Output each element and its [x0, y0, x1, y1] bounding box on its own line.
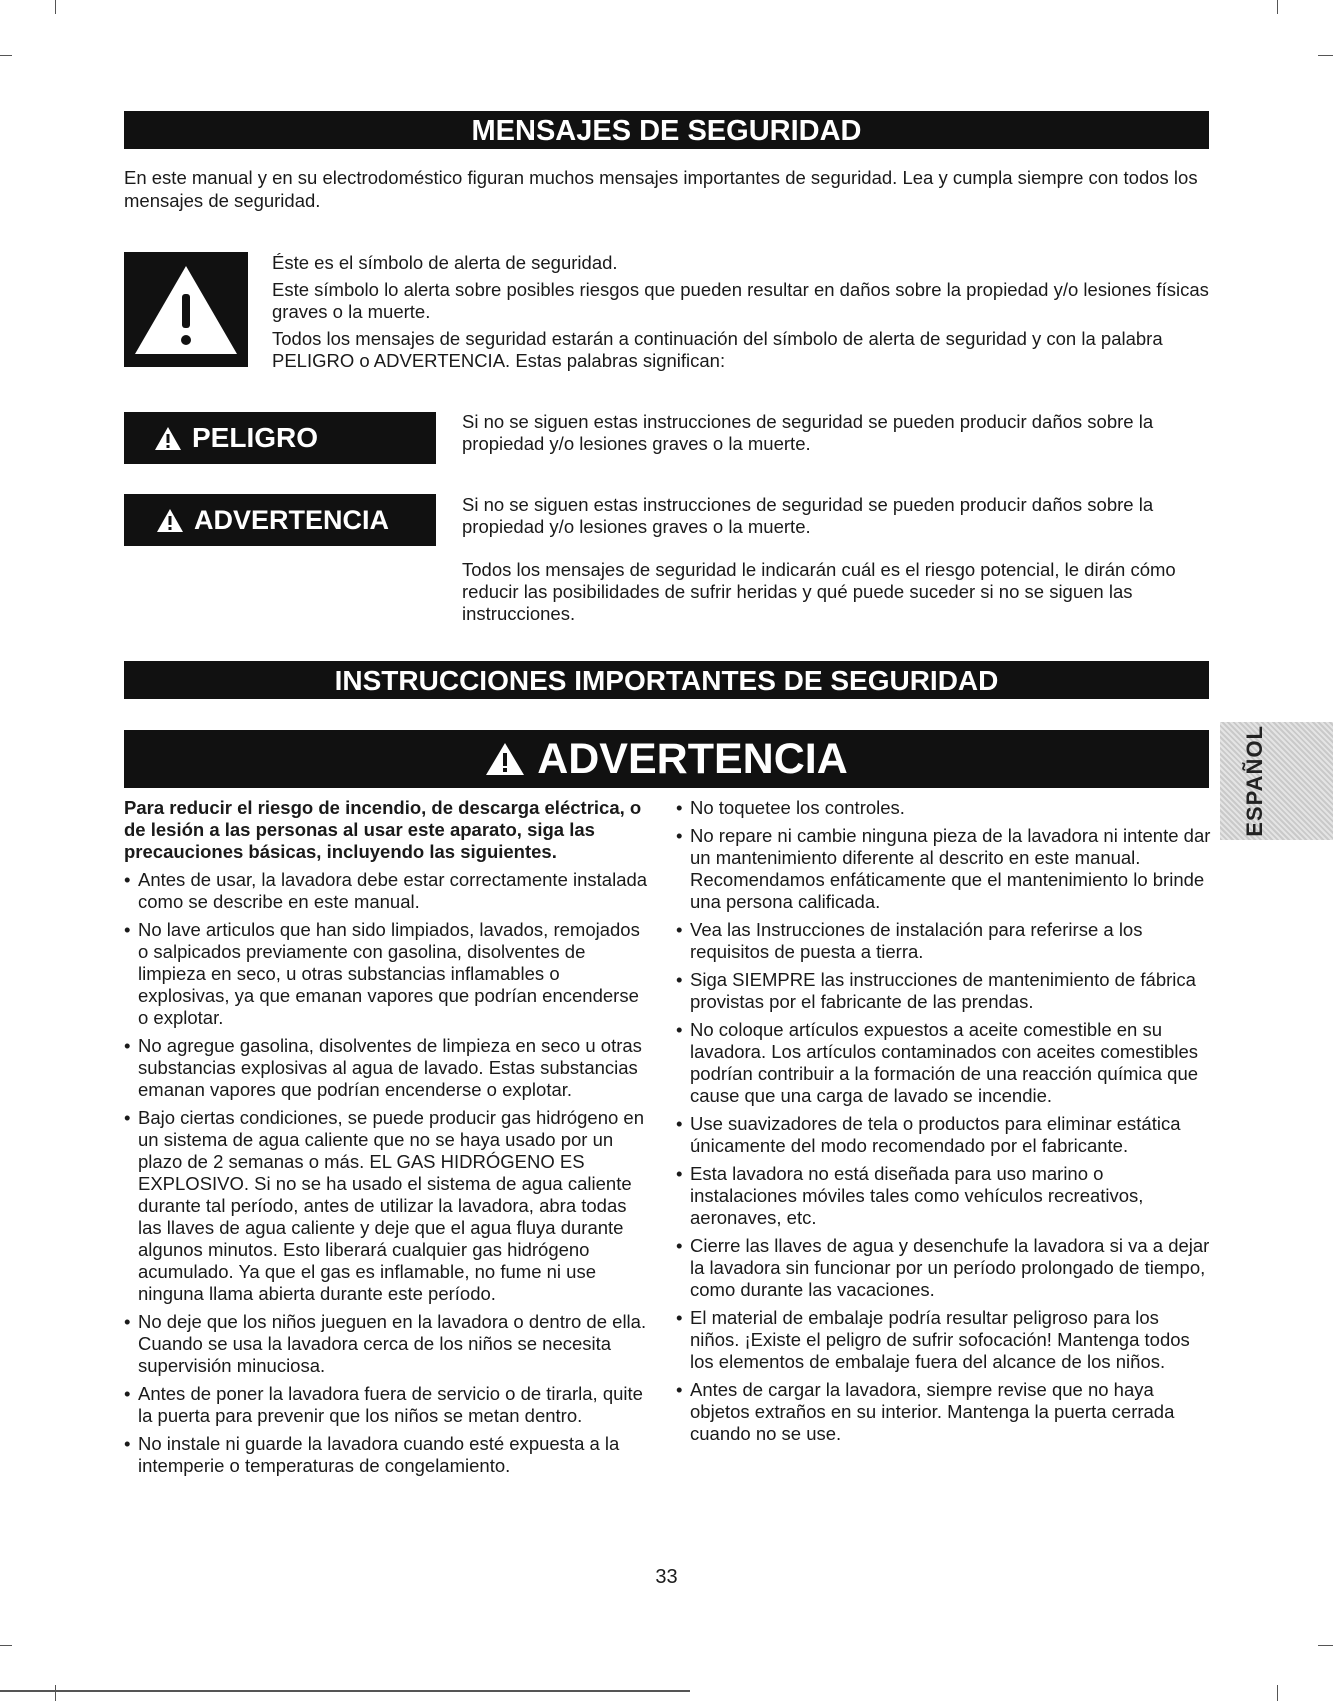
alert-paragraph: Éste es el símbolo de alerta de seguridad. — [272, 252, 618, 273]
alert-symbol-description — [272, 252, 1212, 377]
alert-paragraph: Todos los mensajes de seguridad estarán a continuación del símbolo de alerta de seguridad y con la palabra PELIGRO o ADVERTENCIA. Estas palabras significan: — [272, 328, 1163, 371]
list-item: • Vea las Instrucciones de instalación para referirse a los requisitos de puesta a tierra. — [676, 919, 1211, 963]
warning-triangle-icon — [154, 426, 182, 451]
list-item: • Siga SIEMPRE las instrucciones de mantenimiento de fábrica provistas por el fabricante de las prendas. — [676, 969, 1211, 1013]
list-item: • El material de embalaje podría resultar peligroso para los niños. ¡Existe el peligro de sufrir sofocación! Mantenga todos los elementos de embalaje fuera del alcance de los niños. — [676, 1307, 1211, 1373]
warning-lead: Para reducir el riesgo de incendio, de descarga eléctrica, o de lesión a las personas al usar este aparato, siga las precauciones básicas, incluyendo las siguientes. — [124, 797, 642, 862]
list-item: • Antes de poner la lavadora fuera de servicio o de tirarla, quite la puerta para prevenir que los niños se metan dentro. — [124, 1383, 652, 1427]
danger-description: Si no se siguen estas instrucciones de seguridad se pueden producir daños sobre la propiedad y/o lesiones graves o la muerte. — [462, 411, 1154, 454]
crop-mark-bottom-right — [1277, 1685, 1278, 1701]
safety-messages-header: MENSAJES DE SEGURIDAD — [124, 111, 1209, 149]
list-item: • Antes de cargar la lavadora, siempre revise que no haya objetos extraños en su interior. Mantenga la puerta cerrada cuando no se use. — [676, 1379, 1211, 1445]
signal-words-note: Todos los mensajes de seguridad le indicarán cuál es el riesgo potencial, le dirán cómo reducir las posibilidades de sufrir heridas y qué puede suceder si no se siguen las instrucciones. — [462, 559, 1176, 624]
list-item: • No agregue gasolina, disolventes de limpieza en seco u otras substancias explosivas al agua de lavado. Estas substancias emanan vapores que podrían encenderse o explotar. — [124, 1035, 652, 1101]
list-item: • Bajo ciertas condiciones, se puede producir gas hidrógeno en un sistema de agua caliente que no se haya usado por un plazo de 2 semanas o más. EL GAS HIDRÓGENO ES EXPLOSIVO. Si no se ha usado el sistema de agua caliente durante tal período, antes de utilizar la lavadora, abra todas las llaves de agua caliente y deje que el agua fluya durante algunos minutos. Esto liberará cualquier gas hidrógeno acumulado. Ya que el gas es inflamable, no fume ni use ninguna llama abierta durante este período. — [124, 1107, 652, 1305]
alert-paragraph: Este símbolo lo alerta sobre posibles riesgos que pueden resultar en daños sobre la propiedad y/o lesiones físicas graves o la muerte. — [272, 279, 1209, 322]
warning-left-column — [124, 797, 652, 1483]
list-item: • No coloque artículos expuestos a aceite comestible en su lavadora. Los artículos contaminados con aceites comestibles podrían contribuir a la formación de una reacción química que cause que una carga de lavado se incendie. — [676, 1019, 1211, 1107]
list-item: • No repare ni cambie ninguna pieza de la lavadora ni intente dar un mantenimiento diferente al descrito en este manual. Recomendamos enfáticamente que el mantenimiento lo brinde una persona calificada. — [676, 825, 1211, 913]
crop-mark-right-bottom — [1318, 1645, 1333, 1646]
bottom-rule — [0, 1690, 690, 1692]
warning-description: Si no se siguen estas instrucciones de seguridad se pueden producir daños sobre la propiedad y/o lesiones graves o la muerte. — [462, 494, 1154, 537]
crop-mark-top-right — [1277, 0, 1278, 14]
crop-mark-right-top — [1318, 55, 1333, 56]
warning-list-right — [676, 797, 1211, 1445]
language-side-tab — [1220, 722, 1333, 840]
warning-label-text: ADVERTENCIA — [194, 504, 390, 535]
warning-banner-text: ADVERTENCIA — [537, 735, 848, 783]
list-item: • No deje que los niños jueguen en la lavadora o dentro de ella. Cuando se usa la lavadora cerca de los niños se necesita supervisión minuciosa. — [124, 1311, 652, 1377]
list-item: • Cierre las llaves de agua y desenchufe la lavadora si va a dejar la lavadora sin funcionar por un período prolongado de tiempo, como durante las vacaciones. — [676, 1235, 1211, 1301]
list-item: • No toquetee los controles. — [676, 797, 1211, 819]
page-number: 33 — [655, 1566, 678, 1588]
warning-banner — [124, 730, 1209, 788]
language-tab-label — [1240, 722, 1270, 840]
warning-right-column — [676, 797, 1211, 1451]
crop-mark-left-bottom — [0, 1645, 12, 1646]
warning-signal-label — [124, 494, 436, 546]
language-tab-text: ESPAÑOL — [1242, 725, 1267, 837]
danger-label-text: PELIGRO — [192, 422, 319, 453]
warning-list-left — [124, 869, 652, 1477]
alert-symbol-box — [124, 252, 248, 367]
crop-mark-left-top — [0, 55, 12, 56]
warning-triangle-icon — [131, 260, 241, 360]
intro-paragraph: En este manual y en su electrodoméstico figuran muchos mensajes importantes de seguridad. Lea y cumpla siempre con todos los mensajes de seguridad. — [124, 167, 1198, 211]
list-item: • Esta lavadora no está diseñada para uso marino o instalaciones móviles tales como vehículos recreativos, aeronaves, etc. — [676, 1163, 1211, 1229]
danger-signal-label — [124, 412, 436, 464]
warning-triangle-icon — [156, 508, 184, 533]
list-item: • No instale ni guarde la lavadora cuando esté expuesta a la intemperie o temperaturas de congelamiento. — [124, 1433, 652, 1477]
list-item: • Use suavizadores de tela o productos para eliminar estática únicamente del modo recomendado por el fabricante. — [676, 1113, 1211, 1157]
crop-mark-bottom-left — [55, 1685, 56, 1701]
warning-triangle-icon — [485, 742, 525, 776]
important-instructions-header: INSTRUCCIONES IMPORTANTES DE SEGURIDAD — [124, 661, 1209, 699]
list-item: • No lave articulos que han sido limpiados, lavados, remojados o salpicados previamente con gasolina, disolventes de limpieza en seco, u otras substancias inflamables o explosivas, ya que emanan vapores que podrían encenderse o explotar. — [124, 919, 652, 1029]
list-item: • Antes de usar, la lavadora debe estar correctamente instalada como se describe en este manual. — [124, 869, 652, 913]
crop-mark-top-left — [55, 0, 56, 14]
